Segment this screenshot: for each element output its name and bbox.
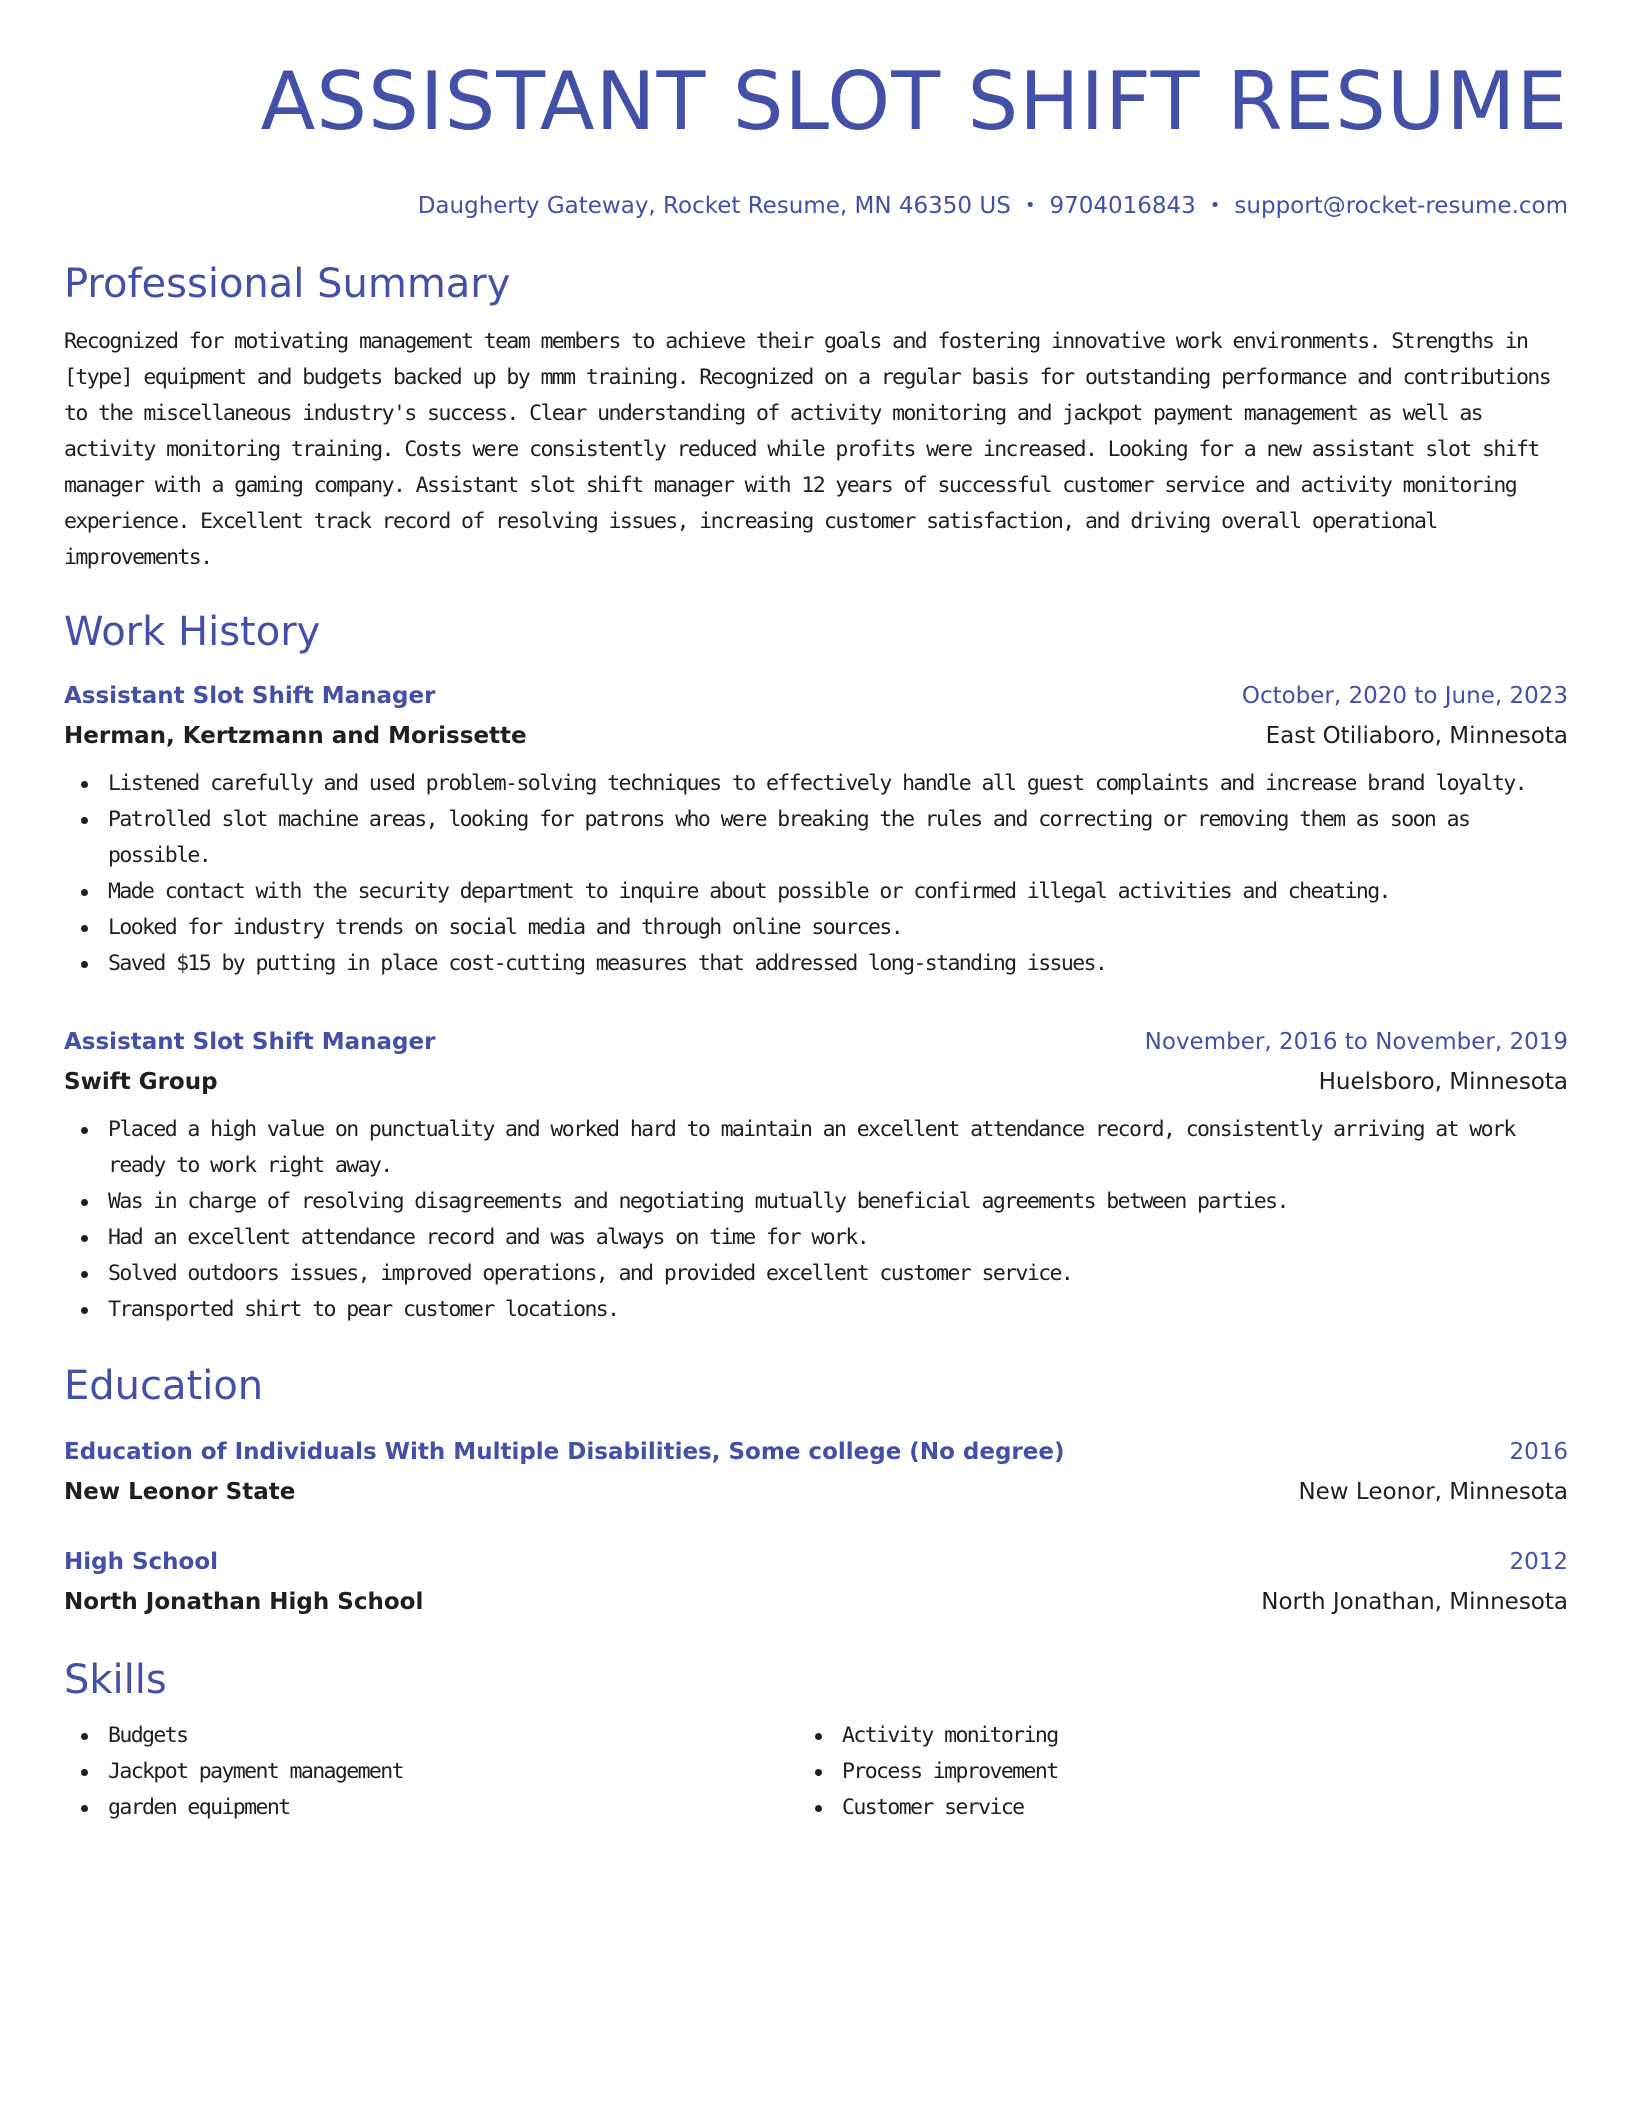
skill-item: Activity monitoring <box>842 1718 1532 1754</box>
job-bullet: Had an excellent attendance record and was always on time for work. <box>108 1220 1568 1256</box>
job-bullets <box>64 1112 1568 1328</box>
job-bullet: Listened carefully and used problem-solving techniques to effectively handle all guest complaints and increase brand loyalty. <box>108 766 1568 802</box>
skill-item: Budgets <box>108 1718 798 1754</box>
contact-address: Daugherty Gateway, Rocket Resume, MN 46350 US <box>417 193 1011 219</box>
education-location: North Jonathan, Minnesota <box>1261 1589 1568 1615</box>
job-entry <box>64 676 1568 982</box>
education-year: 2012 <box>1509 1549 1568 1575</box>
job-entry <box>64 1022 1568 1328</box>
education-degree: High School <box>64 1549 219 1575</box>
job-dates: November, 2016 to November, 2019 <box>1144 1029 1568 1055</box>
job-bullets <box>64 766 1568 982</box>
section-title-education: Education <box>64 1363 264 1409</box>
skills-column-left <box>64 1718 798 1826</box>
contact-email: support@rocket-resume.com <box>1234 193 1568 219</box>
job-company: Herman, Kertzmann and Morissette <box>64 723 527 749</box>
section-title-work-history: Work History <box>64 609 321 655</box>
job-bullet: Solved outdoors issues, improved operations, and provided excellent customer service. <box>108 1256 1568 1292</box>
skill-item: Jackpot payment management <box>108 1754 798 1790</box>
skills-column-right <box>798 1718 1532 1826</box>
job-bullet: Made contact with the security department to inquire about possible or confirmed illegal activities and cheating. <box>108 874 1568 910</box>
job-dates: October, 2020 to June, 2023 <box>1241 683 1568 709</box>
job-company: Swift Group <box>64 1069 218 1095</box>
job-bullet: Saved $15 by putting in place cost-cutting measures that addressed long-standing issues. <box>108 946 1568 982</box>
skill-item: garden equipment <box>108 1790 798 1826</box>
contact-phone: 9704016843 <box>1049 193 1196 219</box>
section-title-skills: Skills <box>64 1657 167 1703</box>
job-bullet: Transported shirt to pear customer locations. <box>108 1292 1568 1328</box>
skill-item: Customer service <box>842 1790 1532 1826</box>
job-position: Assistant Slot Shift Manager <box>64 683 436 709</box>
education-year: 2016 <box>1509 1439 1568 1465</box>
education-school-row <box>64 1472 1568 1512</box>
education-header-row <box>64 1432 1568 1472</box>
education-header-row <box>64 1542 1568 1582</box>
job-bullet: Was in charge of resolving disagreements and negotiating mutually beneficial agreements between parties. <box>108 1184 1568 1220</box>
education-school: North Jonathan High School <box>64 1589 424 1615</box>
section-title-summary: Professional Summary <box>64 261 511 307</box>
job-location: East Otiliaboro, Minnesota <box>1265 723 1568 749</box>
job-company-row <box>64 716 1568 756</box>
job-location: Huelsboro, Minnesota <box>1318 1069 1568 1095</box>
resume-title: ASSISTANT SLOT SHIFT RESUME <box>260 55 1568 148</box>
education-school-row <box>64 1582 1568 1622</box>
job-bullet: Placed a high value on punctuality and worked hard to maintain an excellent attendance record, consistently arriving at work ready to work right away. <box>108 1112 1568 1184</box>
education-school: New Leonor State <box>64 1479 296 1505</box>
education-location: New Leonor, Minnesota <box>1298 1479 1568 1505</box>
contact-separator: • <box>1024 195 1036 216</box>
summary-text: Recognized for motivating management team members to achieve their goals and fostering innovative work environments. Strengths in [type] equipment and budgets backed up by mmm training. Recognized on a regular basis for outstanding performance and contributions to the miscellaneous industry's success. Clear understanding of activity monitoring and jackpot payment management as well as activity monitoring training. Costs were consistently reduced while profits were increased. Looking for a new assistant slot shift manager with a gaming company. Assistant slot shift manager with 12 years of successful customer service and activity monitoring experience. Excellent track record of resolving issues, increasing customer satisfaction, and driving overall operational improvements. <box>64 329 1551 570</box>
skills-list <box>64 1718 798 1826</box>
contact-line <box>64 190 1568 222</box>
contact-separator: • <box>1209 195 1221 216</box>
education-entry <box>64 1542 1568 1622</box>
job-bullet: Patrolled slot machine areas, looking for patrons who were breaking the rules and correcting or removing them as soon as possible. <box>108 802 1568 874</box>
skills-list <box>798 1718 1532 1826</box>
job-company-row <box>64 1062 1568 1102</box>
job-header-row <box>64 676 1568 716</box>
skills-grid <box>64 1718 1568 1826</box>
job-position: Assistant Slot Shift Manager <box>64 1029 436 1055</box>
education-entry <box>64 1432 1568 1512</box>
education-degree: Education of Individuals With Multiple Disabilities, Some college (No degree) <box>64 1439 1065 1465</box>
job-bullet: Looked for industry trends on social media and through online sources. <box>108 910 1568 946</box>
skill-item: Process improvement <box>842 1754 1532 1790</box>
job-header-row <box>64 1022 1568 1062</box>
